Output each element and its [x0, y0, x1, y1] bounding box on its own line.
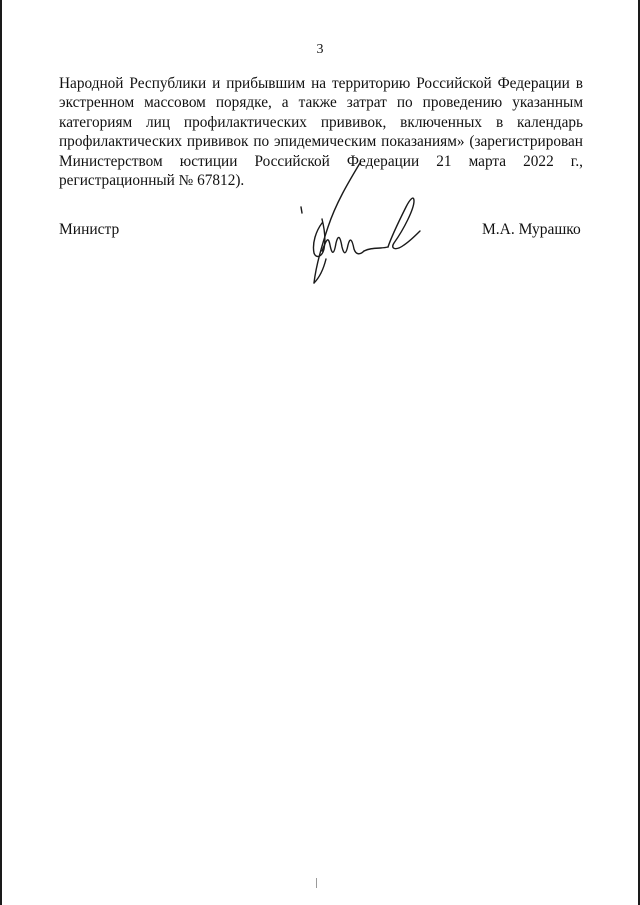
scan-left-edge	[0, 0, 2, 905]
page-number: 3	[316, 42, 324, 57]
scan-artifact	[316, 878, 317, 888]
signatory-name: М.А. Мурашко	[482, 221, 581, 238]
body-paragraph: Народной Республики и прибывшим на территорию Российской Федерации в экстренном массовом порядке, а также затрат по проведению указанным категориям лиц профилактических прививок, включенных в календарь профилактических прививок по эпидемическим показаниям» (зарегистрирован Министерством юстиции Российской Федерации 21 марта 2022 г., регистрационный № 67812).	[59, 75, 583, 190]
signatory-title: Министр	[59, 221, 120, 238]
handwritten-signature	[292, 155, 432, 290]
